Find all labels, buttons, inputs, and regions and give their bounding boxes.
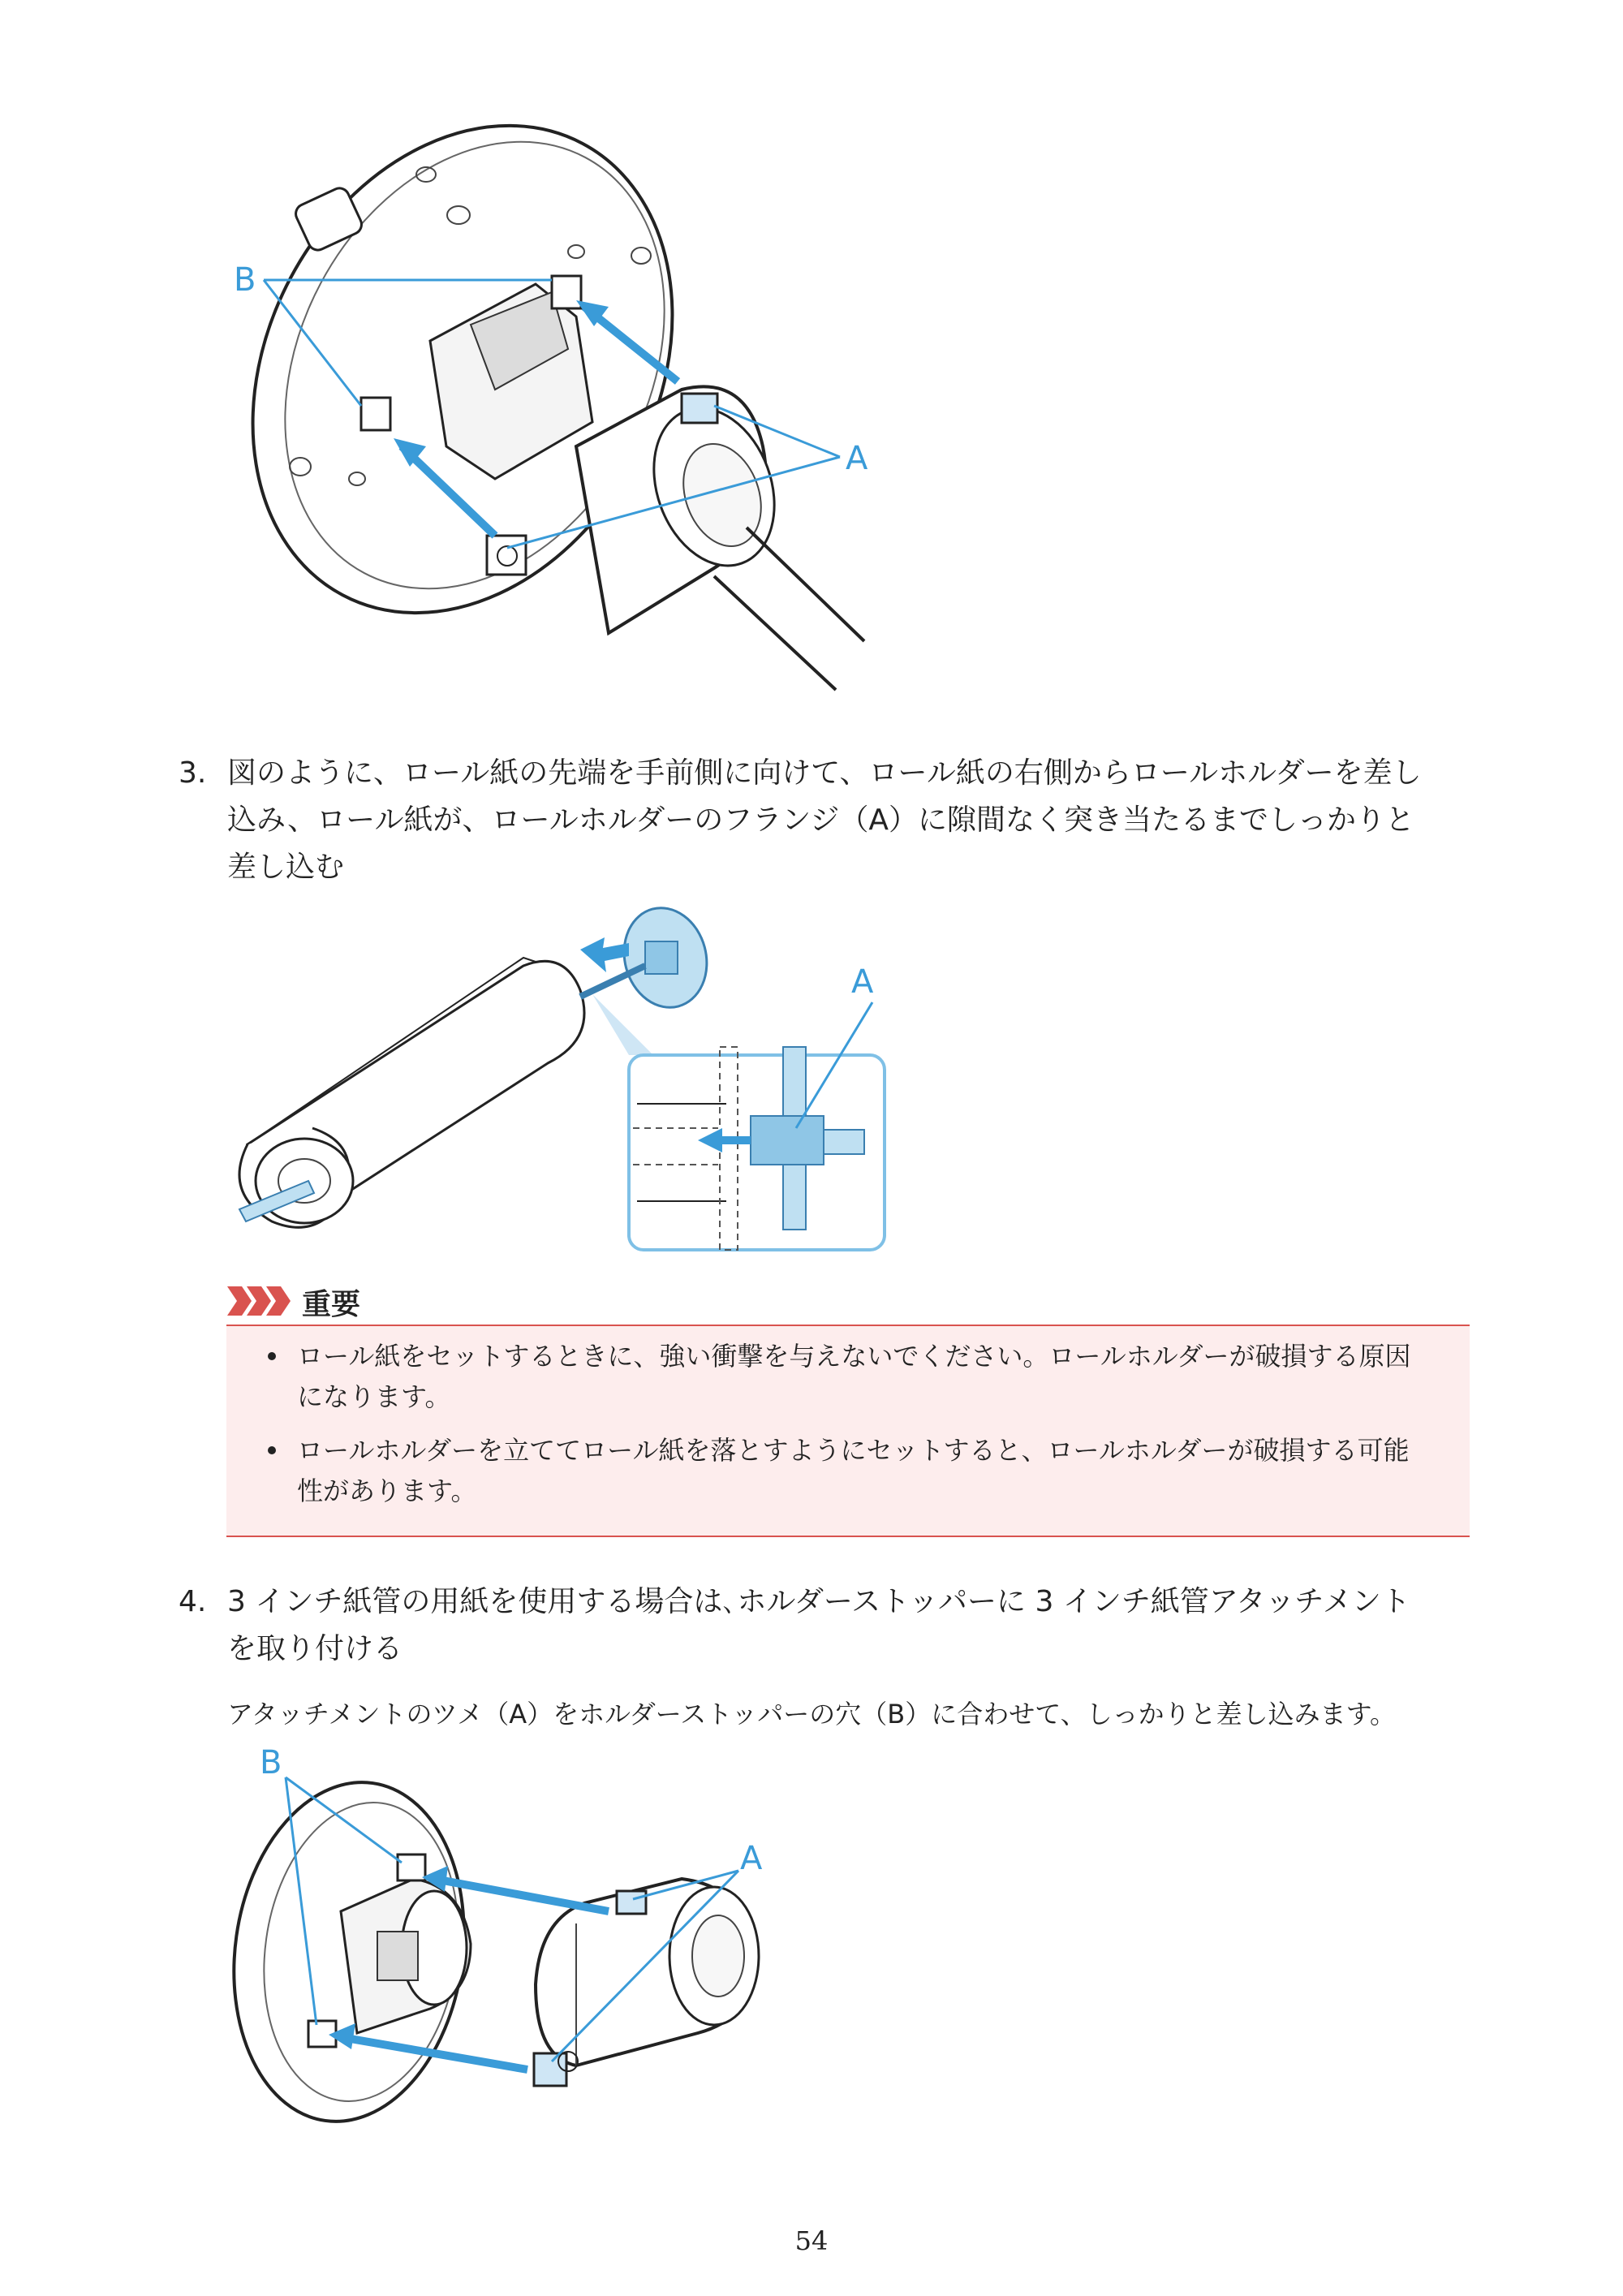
figure2-callout-a: A	[851, 963, 874, 1001]
step-3	[179, 750, 1477, 896]
important-item-text: ロールホルダーを立ててロール紙を落とすようにセットすると、ロールホルダーが破損する可能 性があります。	[297, 1435, 1410, 1506]
figure3-callout-b: B	[260, 1749, 282, 1781]
step-text: 図のように、ロール紙の先端を手前側に向けて、ロール紙の右側からロールホルダーを差し 込み、ロール紙が、ロールホルダーのフランジ（A）に隙間なく突き当たるまでしっかりと 差し込む	[227, 756, 1422, 884]
important-item	[268, 1430, 1461, 1519]
figure-holder-stopper-attachment	[227, 106, 876, 698]
important-item	[268, 1336, 1461, 1425]
page-number: 54	[794, 2225, 829, 2256]
figure-roll-paper-insertion	[223, 901, 897, 1258]
figure1-callout-a: A	[846, 440, 868, 477]
important-label: 重要	[302, 1288, 361, 1321]
figure3-callout-a: A	[740, 1840, 763, 1877]
step-number: 4.	[179, 1585, 207, 1618]
triple-chevron-icon	[227, 1286, 292, 1316]
important-item-text: ロール紙をセットするときに、強い衝撃を与えないでください。ロールホルダーが破損する原因 になります。	[297, 1341, 1411, 1412]
figure1-callout-b: B	[234, 261, 256, 299]
figure-attachment-tabs-holes	[227, 1749, 779, 2130]
bullet-icon	[268, 1352, 276, 1360]
step-4	[179, 1579, 1477, 1676]
step-4-subtext: アタッチメントのツメ（A）をホルダーストッパーの穴（B）に合わせて、しっかりと差し込みます。	[227, 1699, 1397, 1730]
step-number: 3.	[179, 756, 207, 790]
bullet-icon	[268, 1446, 276, 1454]
step-text: 3 インチ紙管の用紙を使用する場合は､ホルダーストッパーに 3 インチ紙管アタッチメント を取り付ける	[227, 1585, 1410, 1665]
